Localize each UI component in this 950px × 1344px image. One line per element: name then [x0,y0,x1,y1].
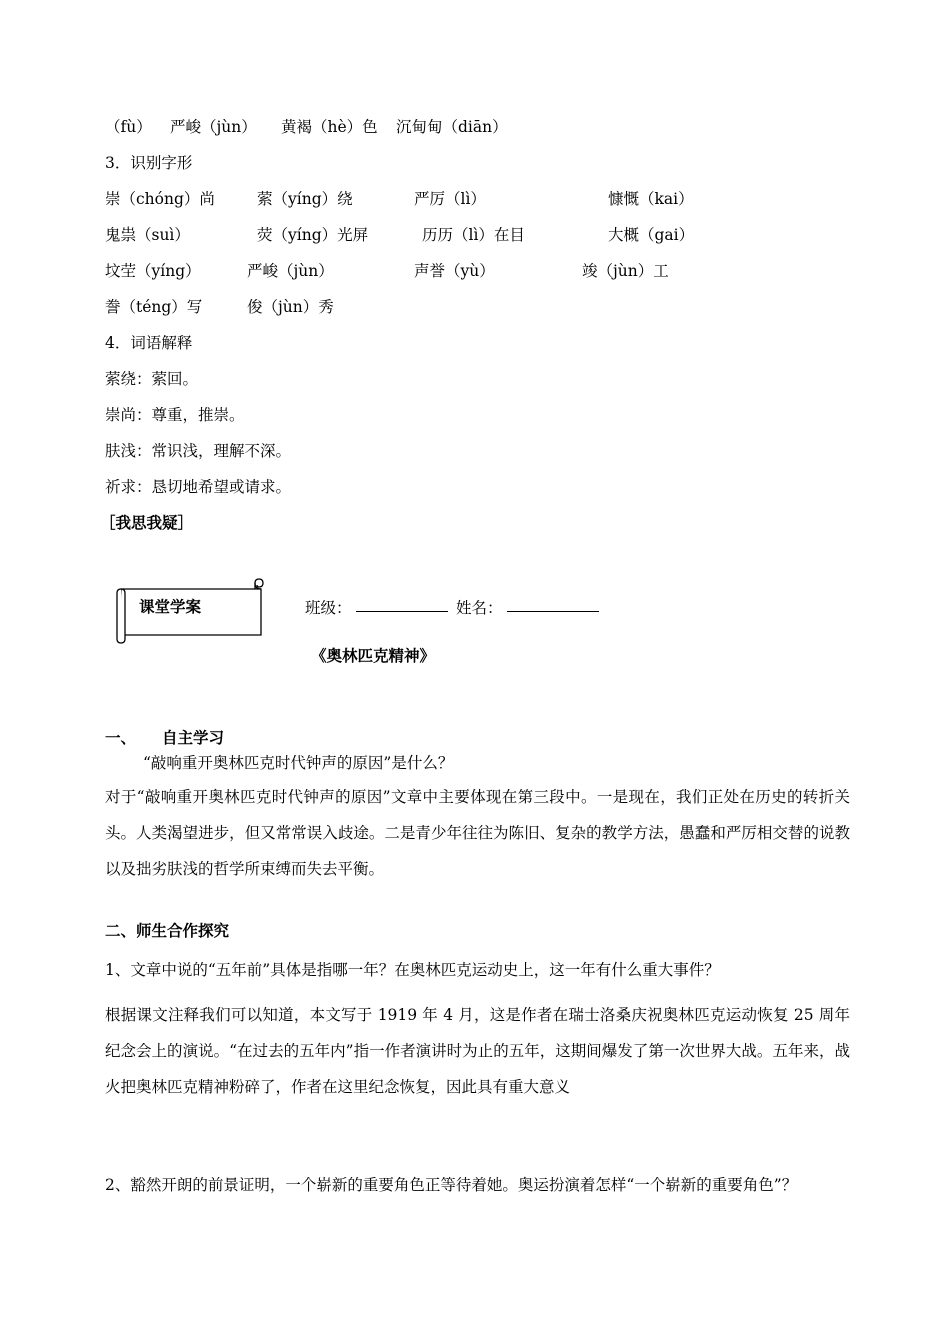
word-item: 历历（lì）在目 [422,226,525,244]
definition-item: 肤浅：常识浅，理解不深。 [105,442,292,460]
part1-answer: 对于“敲响重开奥林匹克时代钟声的原因”文章中主要体现在第三段中。一是现在，我们正处在历史的转折关头。人类渴望进步，但又常常误入歧途。二是青少年往往为陈旧、复杂的教学方法，愚蠢和严厉相交替的说教以及拙劣肤浅的哲学所束缚而失去平衡。 [105,788,850,878]
word-item: 荧（yíng）光屏 [257,226,369,244]
part2-question-2: 2、豁然开朗的前景证明，一个崭新的重要角色正等待着她。奥运扮演着怎样“一个崭新的重要角色”？ [105,1176,798,1194]
reflection-heading: ［我思我疑］ [100,514,194,532]
part2-heading: 二、师生合作探究 [105,922,230,940]
word-item: 崇（chóng）尚 [105,190,215,208]
word-item: 慷慨（kai） [608,190,694,208]
lesson-title: 《奥林匹克精神》 [311,647,436,665]
word-item: 誊（téng）写 [105,298,203,316]
definition-item: 崇尚：尊重，推崇。 [105,406,245,424]
word-item: 俊（jùn）秀 [247,298,334,316]
word-item: 大概（gai） [608,226,695,244]
word-item: 萦（yíng）绕 [257,190,353,208]
word-item: 竣（jùn）工 [582,262,669,280]
part2-answer-1: 根据课文注释我们可以知道，本文写于 1919 年 4 月，这是作者在瑞士洛桑庆祝奥林匹克运动恢复 25 周年纪念会上的演说。“在过去的五年内”指一作者演讲时为止的五年，这期间爆发了第一次世界大战。五年来，战火把奥林匹克精神粉碎了，作者在这里纪念恢复，因此具有重大意义 [105,1006,850,1096]
word-item: 严峻（jùn） [247,262,334,280]
section-heading: 3．识别字形 [105,154,193,172]
definition-item: 萦绕：萦回。 [105,370,199,388]
word-item: 坟茔（yíng） [105,262,201,280]
pinyin-item: 黄褐（hè）色 [281,118,378,136]
pinyin-item: 严峻（jùn） [170,118,257,136]
word-item: 严厉（lì） [414,190,486,208]
part1-number: 一、 [105,729,137,747]
word-item: 声誉（yù） [414,262,495,280]
pinyin-item: （fù） [105,118,152,136]
section-heading: 4．词语解释 [105,334,193,352]
class-field[interactable] [356,597,448,612]
scroll-banner [113,577,268,647]
banner-label: 课堂学案 [139,598,202,616]
definition-item: 祈求：恳切地希望或请求。 [105,478,292,496]
pinyin-item: 沉甸甸（diān） [396,118,508,136]
part1-heading: 自主学习 [162,729,225,747]
part2-question-1: 1、文章中说的“五年前”具体是指哪一年？在奥林匹克运动史上，这一年有什么重大事件？ [105,961,720,979]
word-item: 鬼祟（suì） [105,226,190,244]
name-field[interactable] [507,597,599,612]
part1-question: “敲响重开奥林匹克时代钟声的原因”是什么？ [143,754,454,772]
class-label: 班级： [305,599,352,617]
name-label: 姓名： [456,599,503,617]
